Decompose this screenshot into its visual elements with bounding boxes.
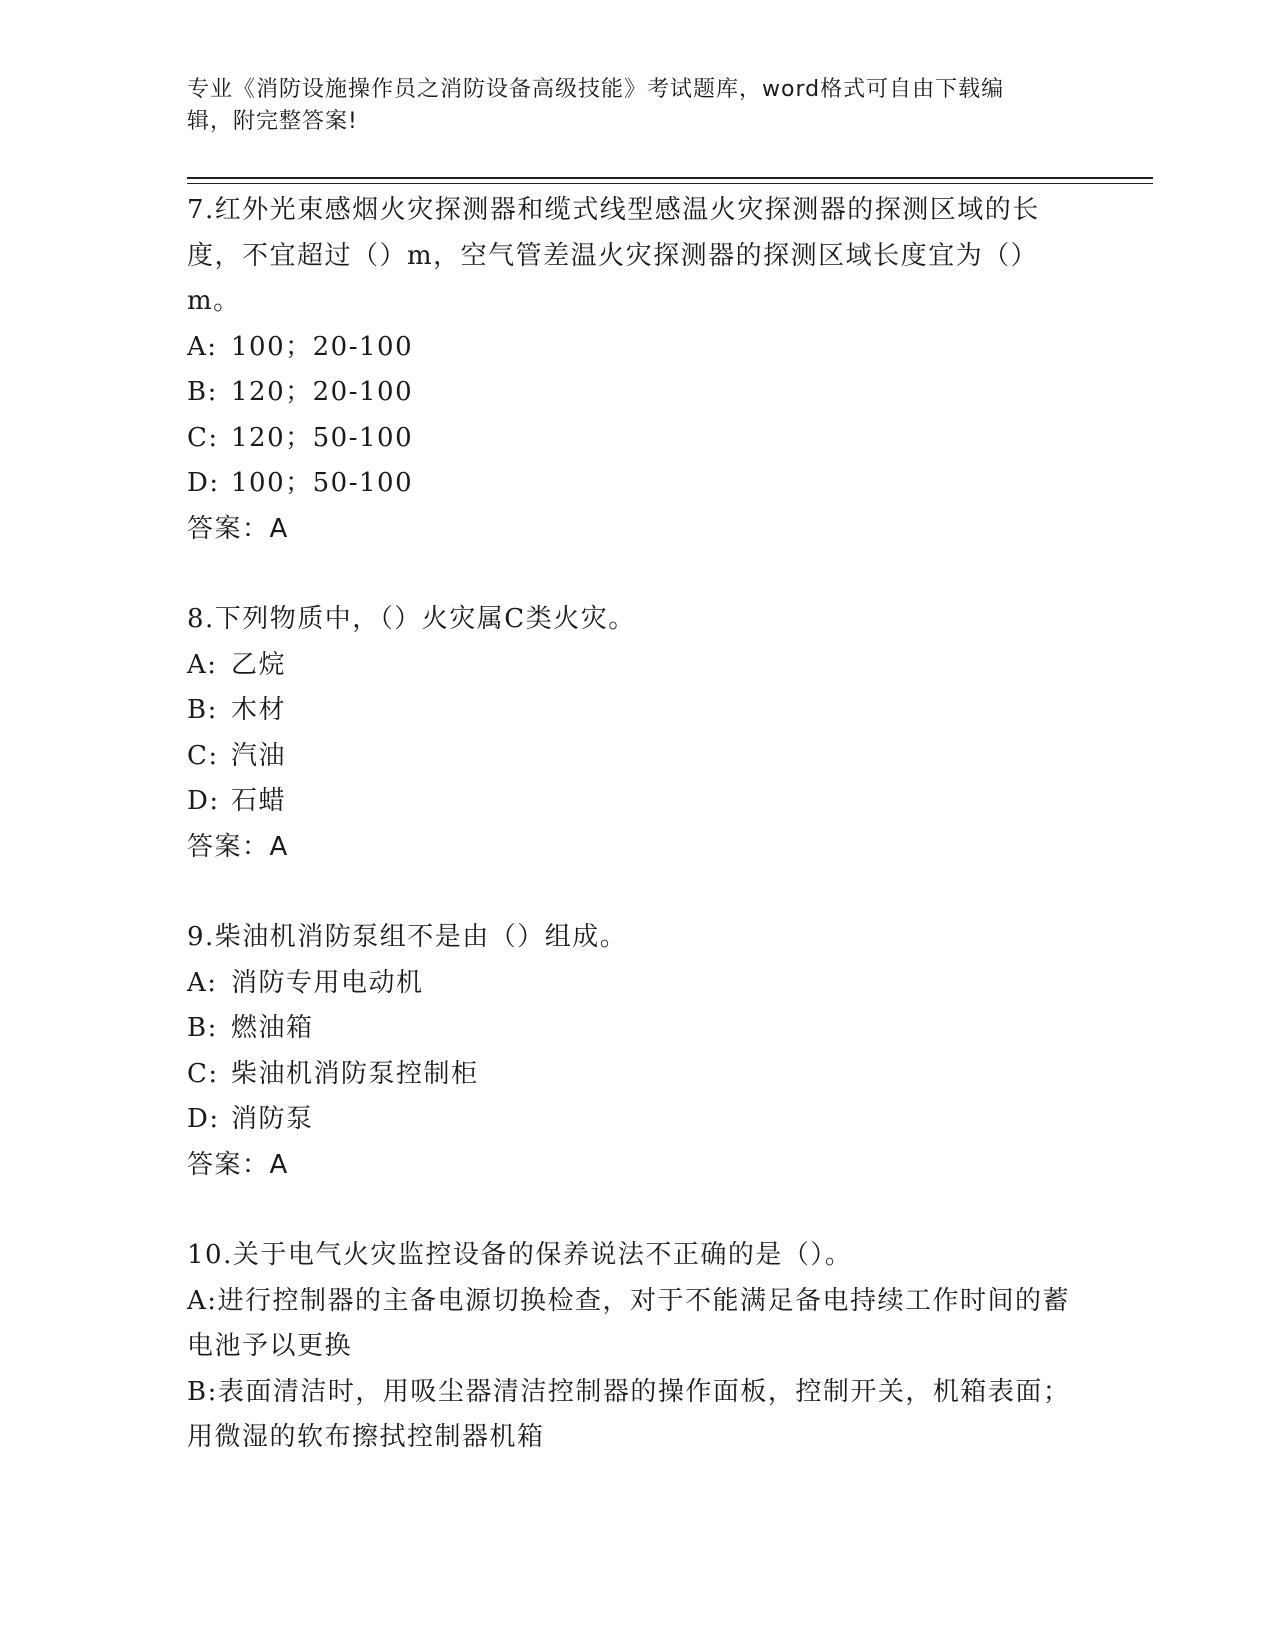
option-letter: D: bbox=[187, 468, 220, 498]
option-letter: A: bbox=[187, 649, 218, 680]
option-letter: B: bbox=[187, 1013, 218, 1043]
option-text: 汽油 bbox=[231, 740, 287, 771]
document-header bbox=[187, 74, 1067, 138]
option-text: 100；50-100 bbox=[231, 468, 414, 498]
option-text: 柴油机消防泵控制柜 bbox=[231, 1058, 479, 1089]
question-list bbox=[187, 188, 1087, 1506]
option-a bbox=[187, 1279, 1087, 1370]
option-text: 进行控制器的主备电源切换检查，对于不能满足备电持续工作时间的蓄电池予以更换 bbox=[187, 1285, 1071, 1361]
question-7 bbox=[187, 188, 1087, 552]
option-text: 燃油箱 bbox=[231, 1013, 314, 1043]
option-letter: B: bbox=[187, 695, 218, 725]
answer-line: 答案：A bbox=[187, 1149, 289, 1180]
option-a bbox=[187, 643, 1087, 689]
option-b bbox=[187, 688, 1087, 734]
answer-line: 答案：A bbox=[187, 831, 289, 862]
option-text: 乙烷 bbox=[231, 649, 287, 680]
option-text: 木材 bbox=[231, 695, 287, 725]
option-letter: D: bbox=[187, 1104, 220, 1134]
option-letter: A: bbox=[187, 1285, 218, 1316]
option-letter: B: bbox=[187, 1376, 218, 1407]
option-d bbox=[187, 461, 1087, 507]
question-8 bbox=[187, 597, 1087, 870]
question-10 bbox=[187, 1233, 1087, 1461]
header-line-2: 辑，附完整答案! bbox=[187, 109, 358, 134]
option-letter: A: bbox=[187, 967, 218, 998]
answer-line: 答案：A bbox=[187, 513, 289, 544]
question-text: 9.柴油机消防泵组不是由（）组成。 bbox=[187, 922, 628, 952]
option-a bbox=[187, 325, 1087, 371]
option-letter: C: bbox=[187, 1058, 219, 1089]
header-divider-thin bbox=[187, 183, 1153, 184]
option-c bbox=[187, 1052, 1087, 1098]
option-c bbox=[187, 734, 1087, 780]
option-a bbox=[187, 961, 1087, 1007]
option-text: 消防泵 bbox=[231, 1104, 314, 1134]
option-letter: C: bbox=[187, 422, 219, 453]
option-b bbox=[187, 370, 1087, 416]
option-text: 消防专用电动机 bbox=[231, 967, 424, 998]
option-letter: C: bbox=[187, 740, 219, 771]
option-b bbox=[187, 1006, 1087, 1052]
option-b bbox=[187, 1370, 1087, 1461]
option-text: 100；20-100 bbox=[231, 331, 414, 362]
question-text: 8.下列物质中，（）火灾属C类火灾。 bbox=[187, 604, 636, 634]
question-9 bbox=[187, 915, 1087, 1188]
question-text: 10.关于电气火灾监控设备的保养说法不正确的是（）。 bbox=[187, 1240, 853, 1270]
header-line-1: 专业《消防设施操作员之消防设备高级技能》考试题库，word格式可自由下载编 bbox=[187, 77, 1005, 102]
option-letter: B: bbox=[187, 377, 218, 407]
header-divider-thick bbox=[187, 177, 1153, 179]
option-d bbox=[187, 1097, 1087, 1143]
option-text: 表面清洁时，用吸尘器清洁控制器的操作面板，控制开关，机箱表面；用微湿的软布擦拭控制器机箱 bbox=[187, 1376, 1071, 1452]
option-text: 120；50-100 bbox=[231, 422, 414, 453]
option-text: 120；20-100 bbox=[231, 377, 414, 407]
option-letter: A: bbox=[187, 331, 218, 362]
option-letter: D: bbox=[187, 786, 220, 816]
question-text: 7.红外光束感烟火灾探测器和缆式线型感温火灾探测器的探测区域的长度，不宜超过（）m，空气管差温火灾探测器的探测区域长度宜为（）m。 bbox=[187, 195, 1040, 316]
option-text: 石蜡 bbox=[231, 786, 287, 816]
option-d bbox=[187, 779, 1087, 825]
option-c bbox=[187, 416, 1087, 462]
